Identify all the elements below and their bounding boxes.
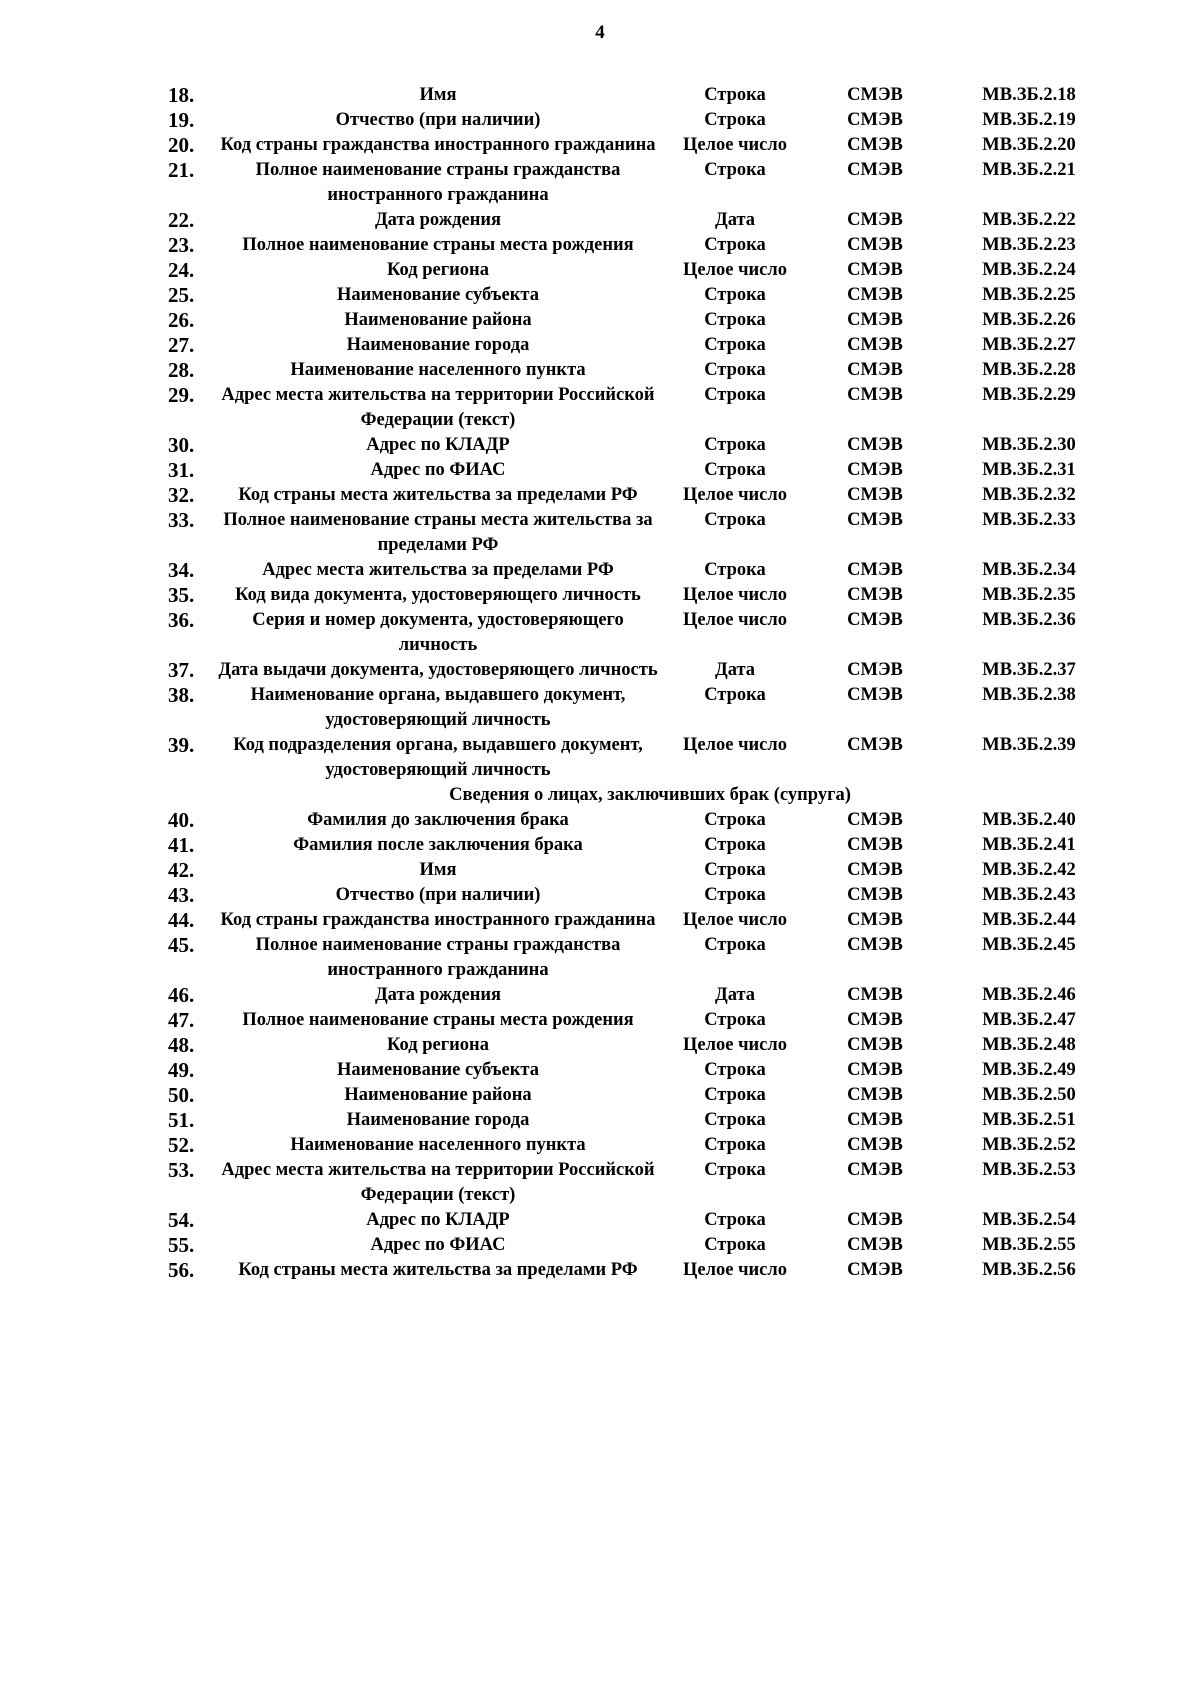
table-row [0,983,1200,1008]
source: СМЭВ [847,835,903,855]
data-type: Строка [704,85,766,105]
field-code: МВ.ЗБ.2.54 [982,1210,1076,1230]
field-name: Наименование города [346,335,530,355]
source: СМЭВ [847,385,903,405]
row-number: 52. [168,1133,195,1157]
field-name: Адрес по КЛАДР [366,435,510,455]
row-number: 26. [168,308,195,332]
source: СМЭВ [847,135,903,155]
table-row [0,683,1200,733]
field-code: МВ.ЗБ.2.30 [982,435,1076,455]
field-code: МВ.ЗБ.2.42 [982,860,1076,880]
field-code: МВ.ЗБ.2.29 [982,385,1076,405]
table-row [0,1258,1200,1283]
field-name: Код вида документа, удостоверяющего личность [235,585,641,605]
data-type: Строка [704,1210,766,1230]
table-row [0,133,1200,158]
data-type: Строка [704,1135,766,1155]
data-type: Строка [704,335,766,355]
data-type: Целое число [683,585,787,605]
field-code: МВ.ЗБ.2.36 [982,610,1076,630]
table-row [0,658,1200,683]
source: СМЭВ [847,1060,903,1080]
data-type: Строка [704,885,766,905]
data-type: Строка [704,110,766,130]
field-code: МВ.ЗБ.2.52 [982,1135,1076,1155]
field-name: Имя [419,85,457,105]
data-type: Строка [704,1060,766,1080]
field-code: МВ.ЗБ.2.26 [982,310,1076,330]
source: СМЭВ [847,110,903,130]
field-code: МВ.ЗБ.2.49 [982,1060,1076,1080]
field-name: Адрес места жительства за пределами РФ [262,560,614,580]
table-row [0,1108,1200,1133]
source: СМЭВ [847,560,903,580]
table-row [0,233,1200,258]
table-row [0,1233,1200,1258]
field-code: МВ.ЗБ.2.48 [982,1035,1076,1055]
field-name: Полное наименование страны гражданства иностранного гражданина [255,935,621,980]
data-type: Строка [704,1085,766,1105]
field-name: Дата рождения [374,985,502,1005]
row-number: 22. [168,208,195,232]
table-row [0,258,1200,283]
field-code: МВ.ЗБ.2.19 [982,110,1076,130]
row-number: 51. [168,1108,195,1132]
data-type: Строка [704,285,766,305]
data-type: Дата [714,660,756,680]
data-type: Дата [714,210,756,230]
table-row [0,583,1200,608]
field-name: Дата выдачи документа, удостоверяющего личность [218,660,658,680]
table-row [0,308,1200,333]
field-name: Код региона [387,1035,489,1055]
source: СМЭВ [847,285,903,305]
table-row [0,908,1200,933]
field-code: МВ.ЗБ.2.33 [982,510,1076,530]
source: СМЭВ [847,860,903,880]
row-number: 20. [168,133,195,157]
row-number: 33. [168,508,195,532]
field-code: МВ.ЗБ.2.24 [982,260,1076,280]
field-code: МВ.ЗБ.2.27 [982,335,1076,355]
source: СМЭВ [847,160,903,180]
field-name: Код страны гражданства иностранного гражданина [220,135,656,155]
source: СМЭВ [847,1110,903,1130]
data-type: Строка [704,360,766,380]
row-number: 35. [168,583,195,607]
source: СМЭВ [847,1085,903,1105]
row-number: 48. [168,1033,195,1057]
row-number: 28. [168,358,195,382]
field-name: Имя [419,860,457,880]
table-row [0,508,1200,558]
source: СМЭВ [847,335,903,355]
source: СМЭВ [847,435,903,455]
field-name: Дата рождения [374,210,502,230]
field-name: Наименование субъекта [337,1060,539,1080]
field-name: Наименование органа, выдавшего документ, удостоверяющий личность [250,685,626,730]
source: СМЭВ [847,210,903,230]
source: СМЭВ [847,1235,903,1255]
source: СМЭВ [847,1260,903,1280]
data-type: Целое число [683,910,787,930]
data-type: Строка [704,935,766,955]
source: СМЭВ [847,1010,903,1030]
table-row [0,558,1200,583]
row-number: 54. [168,1208,195,1232]
source: СМЭВ [847,260,903,280]
data-type: Строка [704,460,766,480]
row-number: 37. [168,658,195,682]
row-number: 55. [168,1233,195,1257]
row-number: 39. [168,733,195,757]
row-number: 49. [168,1058,195,1082]
field-code: МВ.ЗБ.2.39 [982,735,1076,755]
field-code: МВ.ЗБ.2.38 [982,685,1076,705]
data-type: Целое число [683,735,787,755]
table-row [0,433,1200,458]
table-row [0,1158,1200,1208]
row-number: 41. [168,833,195,857]
data-type: Строка [704,510,766,530]
field-name: Отчество (при наличии) [335,110,541,130]
attributes-table [0,83,1200,1283]
field-name: Код страны гражданства иностранного гражданина [220,910,656,930]
field-code: МВ.ЗБ.2.31 [982,460,1076,480]
table-row [0,1033,1200,1058]
row-number: 36. [168,608,195,632]
field-code: МВ.ЗБ.2.41 [982,835,1076,855]
data-type: Целое число [683,260,787,280]
table-row [0,83,1200,108]
row-number: 21. [168,158,195,182]
field-name: Отчество (при наличии) [335,885,541,905]
field-code: МВ.ЗБ.2.55 [982,1235,1076,1255]
field-code: МВ.ЗБ.2.20 [982,135,1076,155]
data-type: Строка [704,1235,766,1255]
row-number: 24. [168,258,195,282]
source: СМЭВ [847,585,903,605]
field-name: Полное наименование страны места жительства за пределами РФ [223,510,653,555]
field-name: Адрес места жительства на территории Российской Федерации (текст) [221,1160,655,1205]
source: СМЭВ [847,935,903,955]
table-row [0,933,1200,983]
source: СМЭВ [847,1135,903,1155]
data-type: Строка [704,835,766,855]
data-type: Целое число [683,485,787,505]
data-type: Строка [704,560,766,580]
source: СМЭВ [847,310,903,330]
data-type: Строка [704,860,766,880]
field-name: Наименование района [344,310,532,330]
field-name: Фамилия до заключения брака [307,810,569,830]
field-code: МВ.ЗБ.2.28 [982,360,1076,380]
field-name: Полное наименование страны места рождения [242,1010,634,1030]
field-name: Наименование населенного пункта [290,360,586,380]
section-title: Сведения о лицах, заключивших брак (супруга) [449,785,851,805]
table-row [0,358,1200,383]
field-code: МВ.ЗБ.2.47 [982,1010,1076,1030]
field-code: МВ.ЗБ.2.32 [982,485,1076,505]
source: СМЭВ [847,735,903,755]
table-row [0,1058,1200,1083]
table-row [0,883,1200,908]
field-name: Код страны места жительства за пределами РФ [238,485,638,505]
row-number: 47. [168,1008,195,1032]
table-row [0,608,1200,658]
data-type: Целое число [683,610,787,630]
field-code: МВ.ЗБ.2.51 [982,1110,1076,1130]
data-type: Строка [704,685,766,705]
source: СМЭВ [847,610,903,630]
data-type: Строка [704,1010,766,1030]
source: СМЭВ [847,485,903,505]
row-number: 38. [168,683,195,707]
data-type: Дата [714,985,756,1005]
row-number: 32. [168,483,195,507]
table-row [0,158,1200,208]
source: СМЭВ [847,885,903,905]
row-number: 45. [168,933,195,957]
field-name: Код региона [387,260,489,280]
field-code: МВ.ЗБ.2.21 [982,160,1076,180]
source: СМЭВ [847,685,903,705]
field-name: Адрес места жительства на территории Российской Федерации (текст) [221,385,655,430]
row-number: 19. [168,108,195,132]
table-row [0,458,1200,483]
data-type: Строка [704,1110,766,1130]
row-number: 27. [168,333,195,357]
row-number: 46. [168,983,195,1007]
row-number: 43. [168,883,195,907]
row-number: 44. [168,908,195,932]
field-code: МВ.ЗБ.2.44 [982,910,1076,930]
data-type: Строка [704,810,766,830]
field-code: МВ.ЗБ.2.37 [982,660,1076,680]
field-code: МВ.ЗБ.2.25 [982,285,1076,305]
row-number: 40. [168,808,195,832]
field-name: Серия и номер документа, удостоверяющего личность [252,610,624,655]
rows-group-a [0,83,1200,783]
source: СМЭВ [847,660,903,680]
data-type: Строка [704,310,766,330]
field-name: Адрес по ФИАС [370,1235,506,1255]
field-code: МВ.ЗБ.2.22 [982,210,1076,230]
source: СМЭВ [847,460,903,480]
field-code: МВ.ЗБ.2.46 [982,985,1076,1005]
table-row [0,108,1200,133]
table-row [0,833,1200,858]
row-number: 23. [168,233,195,257]
field-code: МВ.ЗБ.2.45 [982,935,1076,955]
source: СМЭВ [847,1035,903,1055]
field-name: Наименование населенного пункта [290,1135,586,1155]
field-code: МВ.ЗБ.2.50 [982,1085,1076,1105]
field-name: Фамилия после заключения брака [293,835,583,855]
data-type: Строка [704,160,766,180]
row-number: 53. [168,1158,195,1182]
table-row [0,208,1200,233]
page-number: 4 [595,22,605,43]
field-name: Полное наименование страны гражданства иностранного гражданина [255,160,621,205]
source: СМЭВ [847,985,903,1005]
source: СМЭВ [847,360,903,380]
field-name: Наименование города [346,1110,530,1130]
row-number: 29. [168,383,195,407]
table-row [0,1133,1200,1158]
field-code: МВ.ЗБ.2.53 [982,1160,1076,1180]
data-type: Целое число [683,1260,787,1280]
field-code: МВ.ЗБ.2.18 [982,85,1076,105]
source: СМЭВ [847,85,903,105]
source: СМЭВ [847,910,903,930]
field-name: Наименование субъекта [337,285,539,305]
field-code: МВ.ЗБ.2.35 [982,585,1076,605]
row-number: 31. [168,458,195,482]
source: СМЭВ [847,235,903,255]
data-type: Строка [704,235,766,255]
row-number: 56. [168,1258,195,1282]
table-row [0,483,1200,508]
table-row [0,383,1200,433]
table-row [0,733,1200,783]
field-name: Адрес по КЛАДР [366,1210,510,1230]
table-row [0,858,1200,883]
table-row [0,1008,1200,1033]
rows-group-b [0,808,1200,1283]
row-number: 34. [168,558,195,582]
field-name: Наименование района [344,1085,532,1105]
table-row [0,283,1200,308]
table-row [0,333,1200,358]
source: СМЭВ [847,810,903,830]
source: СМЭВ [847,510,903,530]
field-code: МВ.ЗБ.2.34 [982,560,1076,580]
source: СМЭВ [847,1160,903,1180]
table-row [0,808,1200,833]
table-row [0,1083,1200,1108]
data-type: Целое число [683,1035,787,1055]
field-code: МВ.ЗБ.2.23 [982,235,1076,255]
row-number: 18. [168,83,195,107]
data-type: Строка [704,435,766,455]
data-type: Целое число [683,135,787,155]
source: СМЭВ [847,1210,903,1230]
field-code: МВ.ЗБ.2.56 [982,1260,1076,1280]
row-number: 25. [168,283,195,307]
field-name: Полное наименование страны места рождения [242,235,634,255]
field-code: МВ.ЗБ.2.43 [982,885,1076,905]
data-type: Строка [704,385,766,405]
field-name: Код страны места жительства за пределами РФ [238,1260,638,1280]
row-number: 42. [168,858,195,882]
row-number: 50. [168,1083,195,1107]
field-name: Адрес по ФИАС [370,460,506,480]
row-number: 30. [168,433,195,457]
field-name: Код подразделения органа, выдавшего документ, удостоверяющий личность [233,735,643,780]
field-code: МВ.ЗБ.2.40 [982,810,1076,830]
table-row [0,1208,1200,1233]
data-type: Строка [704,1160,766,1180]
